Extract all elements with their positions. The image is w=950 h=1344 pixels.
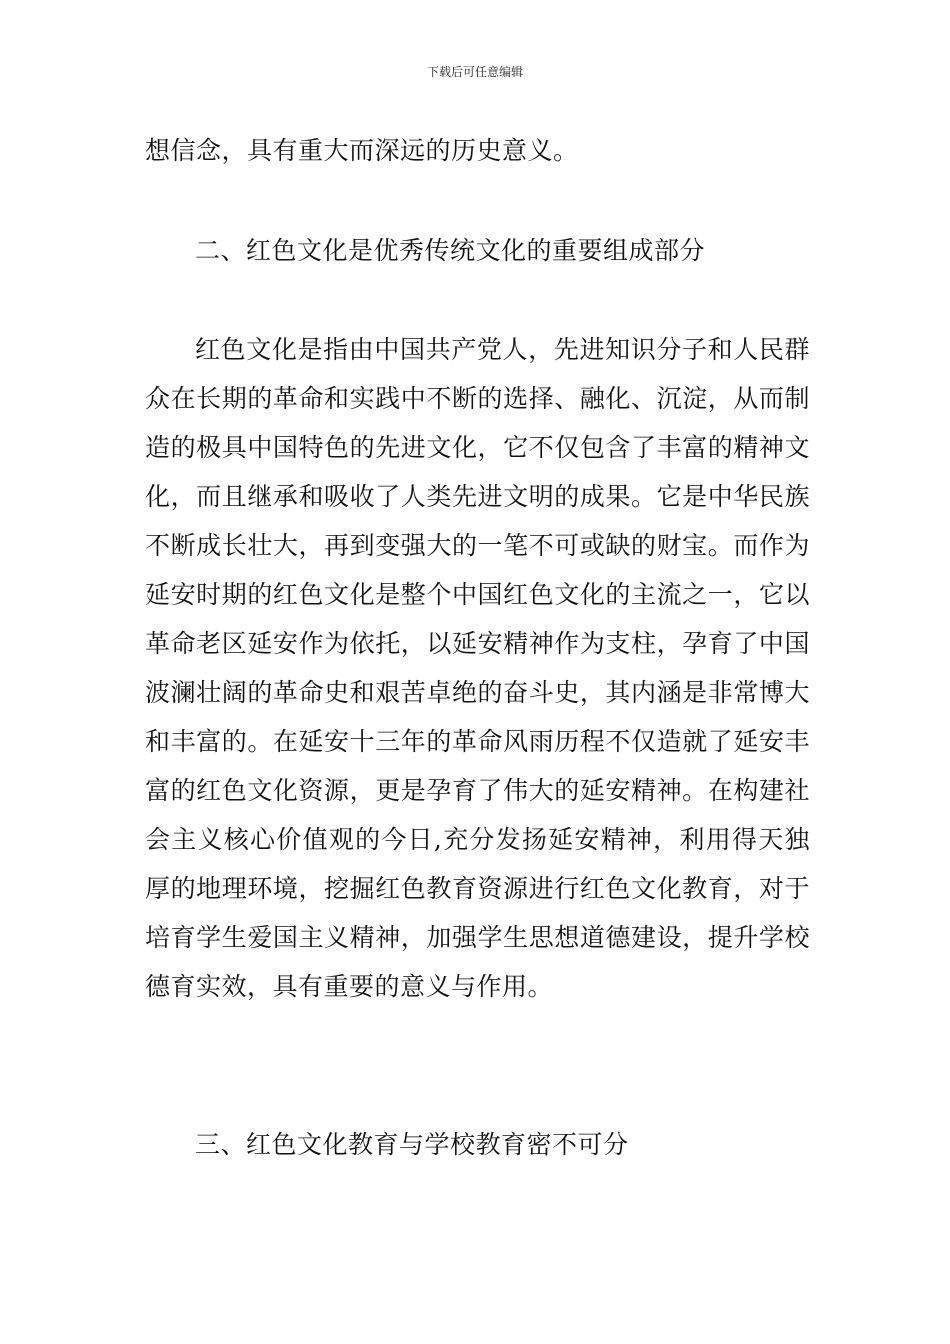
section-two-paragraph: 红色文化是指由中国共产党人，先进知识分子和人民群众在长期的革命和实践中不断的选择、融化、沉淀，从而制造的极具中国特色的先进文化，它不仅包含了丰富的精神文化，而且继承和吸收了人类先进文明的成果。它是中华民族不断成长壮大，再到变强大的一笔不可或缺的财宝。而作为延安时期的红色文化是整个中国红色文化的主流之一，它以革命老区延安作为依托，以延安精神作为支柱，孕育了中国波澜壮阔的革命史和艰苦卓绝的奋斗史，其内涵是非常博大和丰富的。在延安十三年的革命风雨历程不仅造就了延安丰富的红色文化资源，更是孕育了伟大的延安精神。在构建社会主义核心价值观的今日,充分发扬延安精神，利用得天独厚的地理环境，挖掘红色教育资源进行红色文化教育，对于培育学生爱国主义精神，加强学生思想道德建设，提升学校德育实效，具有重要的意义与作用。 bbox=[145, 335, 810, 1001]
header-note: 下载后可任意编辑 bbox=[426, 65, 523, 79]
section-two-heading: 二、红色文化是优秀传统文化的重要组成部分 bbox=[195, 236, 706, 265]
continued-paragraph-line: 想信念，具有重大而深远的历史意义。 bbox=[145, 136, 579, 165]
section-three-heading: 三、红色文化教育与学校教育密不可分 bbox=[195, 1130, 629, 1159]
